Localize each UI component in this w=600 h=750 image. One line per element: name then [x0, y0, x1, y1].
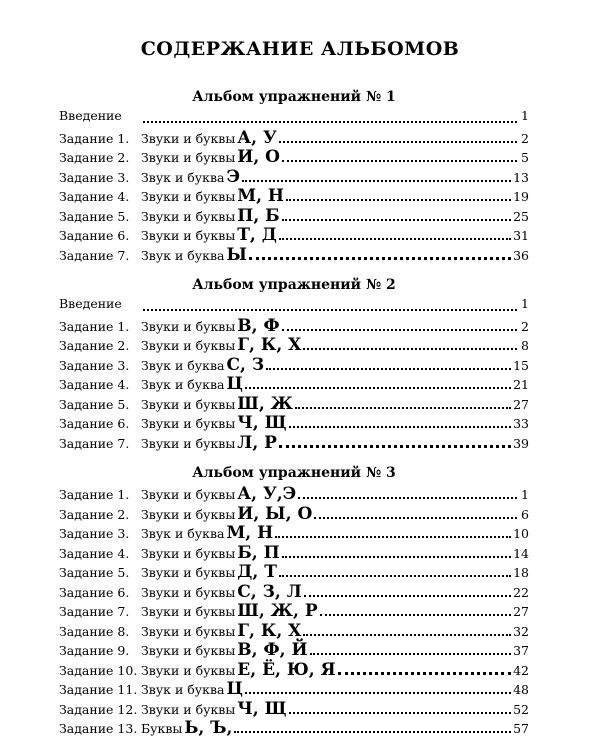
leader-dots — [289, 711, 511, 714]
leader-dots — [279, 237, 511, 240]
task-description: Звуки и буквы — [141, 338, 236, 353]
task-number: Задание 5. — [59, 565, 130, 580]
task-letters: Д, Т — [237, 562, 277, 582]
task-letters: А, У,Э — [237, 484, 297, 504]
task-number: Задание 1. — [59, 318, 130, 334]
task-number: Задание 7. — [59, 247, 130, 263]
page-number: 36 — [513, 247, 529, 263]
task-letters: И, Ы, О — [237, 503, 313, 524]
leader-dots — [245, 691, 511, 694]
toc-row — [59, 206, 529, 226]
task-number: Задание 2. — [59, 338, 130, 353]
task-letters: Б, П — [237, 542, 280, 563]
leader-dots — [282, 328, 517, 331]
task-letters: С, З, Л — [237, 581, 302, 602]
task-letters: Е, Ё, Ю, Я — [237, 659, 336, 680]
page-number: 22 — [513, 584, 529, 600]
page-number: 1 — [521, 296, 529, 311]
task-letters: М, Н — [226, 523, 274, 543]
task-description: Звуки и буквы — [141, 662, 236, 678]
page-number: 21 — [513, 377, 529, 392]
leader-dots — [295, 406, 511, 409]
leader-dots — [282, 218, 511, 221]
leader-dots — [266, 367, 511, 370]
toc-row — [59, 335, 529, 355]
album-2 — [59, 274, 529, 452]
task-number: Задание 3. — [59, 357, 130, 373]
toc-row — [59, 147, 529, 167]
page-number: 32 — [513, 623, 529, 639]
task-description: Звуки и буквы — [141, 130, 236, 146]
task-letters: Ч, Щ — [237, 413, 287, 433]
task-number: Задание 5. — [59, 396, 130, 412]
toc-row — [59, 504, 529, 524]
page-number: 15 — [513, 357, 529, 373]
task-number: Задание 1. — [59, 130, 130, 146]
page-number: 33 — [513, 416, 529, 431]
task-number: Задание 4. — [59, 189, 130, 204]
album-rows — [59, 108, 529, 264]
task-number: Введение — [59, 296, 122, 311]
task-letters: Т, Д — [237, 225, 277, 245]
task-letters: Ш, Ж — [237, 393, 293, 414]
toc-row — [59, 718, 529, 738]
toc-row — [59, 640, 529, 660]
task-number: Задание 7. — [59, 604, 130, 619]
toc-row — [59, 484, 529, 504]
task-description: Звуки и буквы — [141, 565, 236, 580]
task-letters: В, Ф — [237, 315, 280, 336]
toc-row — [59, 186, 529, 206]
leader-dots — [303, 347, 517, 350]
page-number: 57 — [513, 721, 529, 736]
page-number: 19 — [513, 189, 529, 204]
task-number: Задание 2. — [59, 506, 130, 522]
leader-dots — [310, 652, 512, 655]
task-description: Звуки и буквы — [141, 545, 236, 561]
task-letters: Ц — [226, 374, 243, 394]
task-description: Звуки и буквы — [141, 623, 236, 639]
task-description: Звук и буква — [141, 169, 225, 185]
task-description: Буквы — [141, 721, 183, 736]
toc-row — [59, 394, 529, 414]
page-title: СОДЕРЖАНИЕ АЛЬБОМОВ — [140, 38, 460, 60]
album-title: Альбом упражнений № 2 — [192, 277, 396, 293]
task-description: Звук и буква — [141, 377, 225, 392]
task-number: Задание 2. — [59, 150, 130, 165]
leader-dots — [282, 159, 517, 162]
task-description: Звуки и буквы — [141, 604, 236, 619]
leader-dots — [249, 256, 511, 260]
task-number: Задание 7. — [59, 435, 130, 451]
toc-row — [59, 245, 529, 265]
page-number: 27 — [513, 396, 529, 412]
task-number: Задание 4. — [59, 545, 130, 561]
page-number: 14 — [513, 545, 529, 561]
toc-row — [59, 296, 529, 316]
task-letters: Г, К, Х — [237, 335, 302, 355]
toc-row — [59, 374, 529, 394]
album-3 — [59, 462, 529, 738]
page-number: 31 — [513, 228, 529, 243]
leader-dots — [282, 555, 511, 558]
toc-row — [59, 355, 529, 375]
task-number: Задание 3. — [59, 526, 130, 541]
page-number: 48 — [513, 682, 529, 697]
toc-row — [59, 128, 529, 148]
leader-dots — [245, 386, 511, 389]
album-title: Альбом упражнений № 3 — [192, 465, 396, 481]
leader-dots — [286, 198, 511, 201]
task-number: Задание 5. — [59, 208, 130, 224]
task-letters: Ь, Ъ, — [184, 718, 233, 738]
task-letters: Ы — [226, 244, 247, 265]
task-letters: Ц — [226, 679, 243, 699]
task-description: Звуки и буквы — [141, 701, 236, 717]
leader-dots — [143, 120, 517, 123]
task-letters: И, О — [237, 147, 280, 167]
album-title: Альбом упражнений № 1 — [192, 89, 396, 105]
task-number: Задание 10. — [59, 662, 138, 678]
task-letters: Г, К, Х — [237, 620, 302, 641]
task-description: Звуки и буквы — [141, 318, 236, 334]
leader-dots — [298, 496, 517, 499]
leader-dots — [143, 308, 517, 311]
task-description: Звуки и буквы — [141, 506, 236, 522]
task-description: Звук и буква — [141, 247, 225, 263]
toc-row — [59, 108, 529, 128]
task-letters: В, Ф, Й — [237, 640, 308, 660]
task-description: Звук и буква — [141, 357, 225, 373]
task-description: Звуки и буквы — [141, 487, 236, 502]
task-number: Введение — [59, 108, 122, 123]
leader-dots — [279, 574, 511, 577]
leader-dots — [275, 535, 511, 538]
leader-dots — [303, 633, 511, 636]
toc-row — [59, 699, 529, 719]
task-description: Звуки и буквы — [141, 208, 236, 224]
leader-dots — [320, 613, 511, 616]
page-number: 52 — [513, 701, 529, 717]
toc-row — [59, 316, 529, 336]
page-number: 18 — [513, 565, 529, 580]
leader-dots — [242, 179, 511, 182]
page-number: 6 — [521, 506, 529, 522]
task-number: Задание 4. — [59, 377, 130, 392]
page-number: 2 — [521, 318, 529, 334]
task-letters: Ш, Ж, Р — [237, 601, 318, 621]
task-description: Звуки и буквы — [141, 189, 236, 204]
task-description: Звуки и буквы — [141, 435, 236, 451]
page-number: 25 — [513, 208, 529, 224]
toc-row — [59, 601, 529, 621]
page-number: 27 — [513, 604, 529, 619]
page-number: 39 — [513, 435, 529, 451]
task-number: Задание 6. — [59, 416, 130, 431]
toc-row — [59, 543, 529, 563]
page-number: 10 — [513, 526, 529, 541]
page-number: 37 — [513, 643, 529, 658]
page-number: 42 — [513, 662, 529, 678]
leader-dots — [234, 730, 511, 733]
task-letters: Ч, Щ — [237, 698, 287, 719]
task-letters: М, Н — [237, 186, 284, 206]
leader-dots — [304, 594, 511, 597]
task-description: Звук и буква — [141, 682, 225, 697]
task-letters: П, Б — [237, 205, 280, 226]
leader-dots — [338, 671, 512, 675]
task-number: Задание 12. — [59, 701, 138, 717]
task-number: Задание 1. — [59, 487, 130, 502]
album-1 — [59, 86, 529, 264]
task-letters: Л, Р — [237, 432, 277, 453]
task-description: Звуки и буквы — [141, 643, 236, 658]
album-rows — [59, 296, 529, 452]
toc-row — [59, 413, 529, 433]
task-description: Звуки и буквы — [141, 416, 236, 431]
toc-row — [59, 225, 529, 245]
toc-row — [59, 523, 529, 543]
task-letters: С, З — [226, 354, 265, 375]
task-description: Звук и буква — [141, 526, 225, 541]
page-number: 5 — [521, 150, 529, 165]
task-number: Задание 6. — [59, 584, 130, 600]
album-rows — [59, 484, 529, 738]
leader-dots — [289, 425, 511, 428]
toc-row — [59, 582, 529, 602]
page-number: 1 — [521, 108, 529, 123]
task-letters: А, У — [237, 127, 277, 148]
toc-row — [59, 562, 529, 582]
page-number: 2 — [521, 130, 529, 146]
page-number: 13 — [513, 169, 529, 185]
leader-dots — [279, 444, 511, 448]
page-number: 8 — [521, 338, 529, 353]
page-number: 1 — [521, 487, 529, 502]
toc-row — [59, 679, 529, 699]
task-number: Задание 13. — [59, 721, 138, 736]
task-number: Задание 8. — [59, 623, 130, 639]
leader-dots — [279, 140, 517, 143]
toc-row — [59, 167, 529, 187]
leader-dots — [314, 516, 517, 519]
task-number: Задание 9. — [59, 643, 130, 658]
task-letters: Э — [226, 166, 240, 187]
task-description: Звуки и буквы — [141, 396, 236, 412]
toc-row — [59, 660, 529, 680]
toc-row — [59, 433, 529, 453]
task-number: Задание 11. — [59, 682, 138, 697]
task-description: Звуки и буквы — [141, 150, 236, 165]
task-description: Звуки и буквы — [141, 584, 236, 600]
task-description: Звуки и буквы — [141, 228, 236, 243]
task-number: Задание 3. — [59, 169, 130, 185]
task-number: Задание 6. — [59, 228, 130, 243]
toc-row — [59, 621, 529, 641]
